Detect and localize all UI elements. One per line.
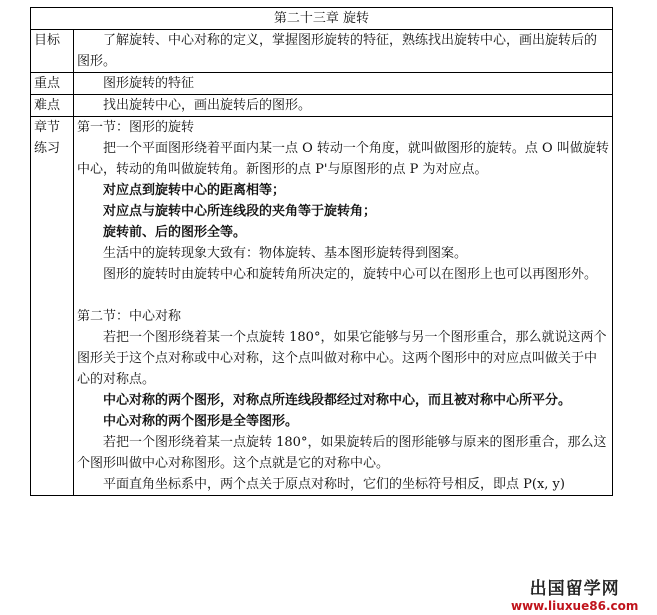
title-row — [31, 8, 613, 30]
goal-text: 了解旋转、中心对称的定义，掌握图形旋转的特征，熟练找出旋转中心，画出旋转后的图形。 — [77, 33, 598, 69]
watermark-url: www.liuxue86.com — [511, 599, 639, 613]
chapter-title: 第二十三章 旋转 — [31, 8, 613, 30]
blank-line — [77, 285, 609, 306]
practice-row — [31, 117, 613, 496]
key-point-text: 图形旋转的特征 — [103, 76, 195, 91]
section1-property-1: 对应点到旋转中心的距离相等； — [103, 183, 286, 198]
section1-property-2: 对应点与旋转中心所连线段的夹角等于旋转角； — [103, 204, 377, 219]
section2-property-1: 中心对称的两个图形，对称点所连线段都经过对称中心，而且被对称中心所平分。 — [103, 393, 572, 408]
key-point-label: 重点 — [31, 73, 74, 95]
section2-definition: 若把一个图形绕着某一个点旋转 180°，如果它能够与另一个图形重合，那么就说这两个图形关于这个点对称或中心对称，这个点叫做对称中心。这两个图形中的对应点叫做关于中心的对称点。 — [77, 330, 607, 387]
site-watermark — [511, 574, 638, 613]
difficulty-label: 难点 — [31, 95, 74, 117]
section2-symmetric-figure: 若把一个图形绕着某一点旋转 180°，如果旋转后的图形能够与原来的图形重合，那么这个图形叫做中心对称图形。这个点就是它的对称中心。 — [77, 435, 607, 471]
practice-label: 章节练习 — [31, 117, 74, 496]
section1-property-3: 旋转前、后的图形全等。 — [103, 225, 247, 240]
section1-rotation-note: 图形的旋转时由旋转中心和旋转角所决定的，旋转中心可以在图形上也可以再图形外。 — [103, 267, 598, 282]
section1-definition: 把一个平面图形绕着平面内某一点 O 转动一个角度，就叫做图形的旋转。点 O 叫做旋转中心，转动的角叫做旋转角。新图形的点 P'与原图形的点 P 为对应点。 — [77, 141, 609, 177]
section1-heading: 第一节：图形的旋转 — [77, 120, 195, 135]
section1-life-examples: 生活中的旋转现象大致有：物体旋转、基本图形旋转得到图案。 — [103, 246, 468, 261]
section2-heading: 第二节：中心对称 — [77, 309, 182, 324]
section2-coordinate-note: 平面直角坐标系中，两个点关于原点对称时，它们的坐标符号相反，即点 P(x, y) — [103, 477, 565, 492]
watermark-site-name: 出国留学网 — [529, 579, 620, 599]
practice-content — [74, 117, 613, 496]
lesson-table — [30, 7, 613, 496]
goal-row — [31, 30, 613, 73]
difficulty-row — [31, 95, 613, 117]
difficulty-text: 找出旋转中心，画出旋转后的图形。 — [103, 98, 312, 113]
key-point-row — [31, 73, 613, 95]
section2-property-2: 中心对称的两个图形是全等图形。 — [103, 414, 299, 429]
goal-label: 目标 — [31, 30, 74, 73]
